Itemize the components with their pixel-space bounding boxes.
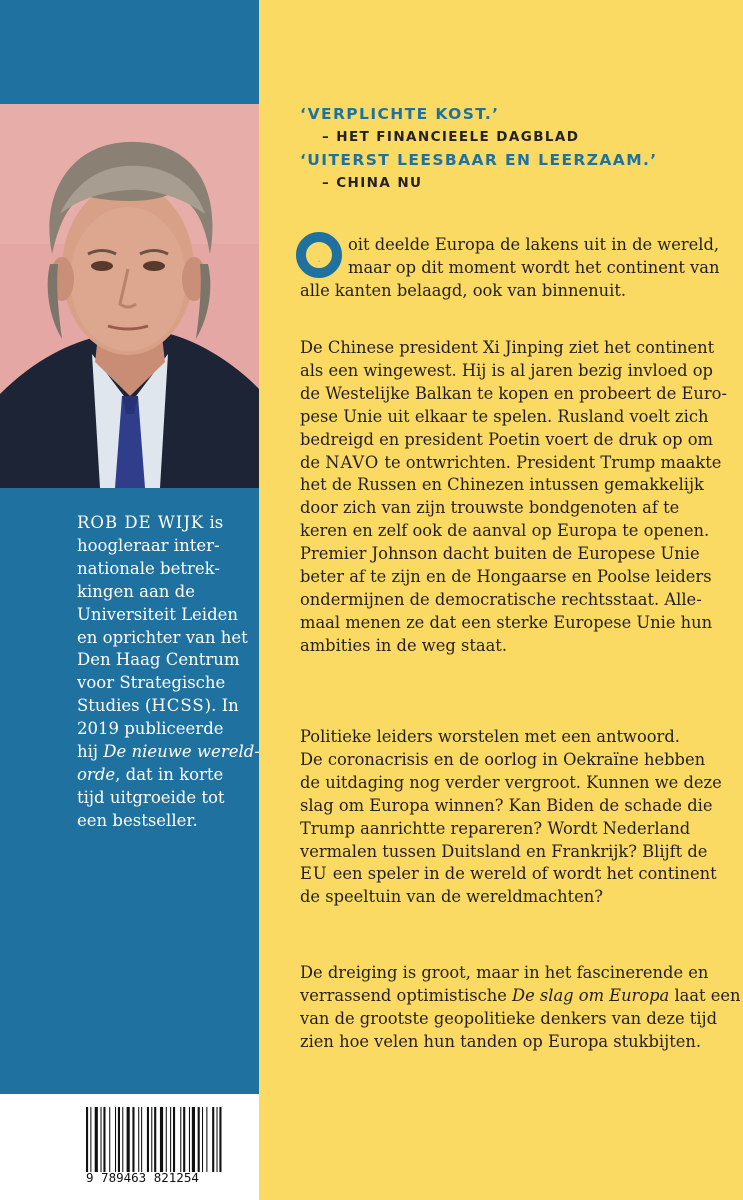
- bio-line: een bestseller.: [77, 810, 198, 830]
- blurb-paragraph-1: oit deelde Europa de lakens uit in de wereld, maar op dit moment wordt het continent van: [348, 235, 720, 277]
- barcode-bar: [202, 1107, 203, 1172]
- barcode-bar: [166, 1107, 167, 1172]
- bio-line: hoogleraar inter-: [77, 535, 220, 555]
- barcode-bar: [183, 1107, 185, 1172]
- review-quote: ‘VERPLICHTE KOST.’: [300, 105, 500, 123]
- bio-line: kingen aan de: [77, 581, 195, 601]
- barcode-bar: [170, 1107, 171, 1172]
- isbn-barcode: [86, 1107, 251, 1172]
- blurb-paragraph-1-end: alle kanten belaagd, ook van binnenuit.: [300, 281, 627, 300]
- bio-line: hij De nieuwe wereld-: [77, 742, 260, 762]
- barcode-bar: [173, 1107, 175, 1172]
- book-title: orde: [77, 764, 116, 784]
- barcode-bar: [198, 1107, 200, 1172]
- barcode-bar: [122, 1107, 123, 1172]
- barcode-bar: [86, 1107, 88, 1172]
- blurb-paragraph-4: De dreiging is groot, maar in het fascinerende en verrassend optimistische De slag om Europa laat een van de grootste geopolitieke denkers van deze tijd zien hoe velen hun tanden op Europa stukbijten.: [300, 963, 741, 1051]
- drop-cap: [296, 232, 342, 278]
- bio-line: en oprichter van het: [77, 627, 248, 647]
- bio-line: Studies (HCSS). In: [77, 696, 239, 716]
- isbn-digits: 9 789463 821254: [86, 1170, 199, 1185]
- barcode-bar: [151, 1107, 152, 1172]
- bio-line: Universiteit Leiden: [77, 604, 239, 624]
- review-source: – CHINA NU: [322, 175, 423, 191]
- barcode-bar: [103, 1107, 105, 1172]
- barcode-bar: [180, 1107, 181, 1172]
- barcode-bar: [115, 1107, 116, 1172]
- barcode-bar: [192, 1107, 195, 1172]
- barcode-bar: [206, 1107, 207, 1172]
- barcode-bar: [219, 1107, 221, 1172]
- barcode-bar: [138, 1107, 139, 1172]
- bio-line: Den Haag Centrum: [77, 650, 240, 670]
- bio-line: tijd uitgroeide tot: [77, 787, 225, 807]
- barcode-bar: [127, 1107, 130, 1172]
- barcode-bar: [189, 1107, 190, 1172]
- barcode-bar: [95, 1107, 98, 1172]
- author-name: ROB DE WIJK: [77, 513, 205, 532]
- review-quote: ‘UITERST LEESBAAR EN LEERZAAM.’: [300, 151, 658, 169]
- bio-line: nationale betrek-: [77, 558, 220, 578]
- barcode-bar: [147, 1107, 149, 1172]
- book-title: De slag om Europa: [512, 985, 670, 1005]
- barcode-bar: [101, 1107, 102, 1172]
- blurb-paragraph-3: Politieke leiders worstelen met een antwoord. De coronacrisis en de oorlog in Oekraïne hebben de uitdaging nog verder vergroot. Kunnen we deze slag om Europa winnen? Kan Biden de schade die Trump aanrichtte repareren? Wordt Nederland vermalen tussen Duitsland en Frankrijk? Blijft de EU een speler in de wereld of wordt het continent de speeltuin van de wereldmachten?: [300, 727, 722, 907]
- bio-line: 2019 publiceerde: [77, 719, 224, 739]
- barcode-bar: [118, 1107, 120, 1172]
- bio-line: orde, dat in korte: [77, 764, 224, 784]
- barcode-bar: [90, 1107, 91, 1172]
- blurb-paragraph-2: De Chinese president Xi Jinping ziet het continent als een wingewest. Hij is al jaren bezig invloed op de Westelijke Balkan te kopen en probeert de Euro- pese Unie uit elkaar te spelen. Rusland voelt zich bedreigd en president Poetin voert de druk op om de NAVO te ontwrichten. President Trump maakte het de Russen en Chinezen intussen gemakkelijk door zich van zijn trouwste bondgenoten af te keren en zelf ook de aanval op Europa te openen. Premier Johnson dacht buiten de Europese Unie beter af te zijn en de Hongaarse en Poolse leiders ondermijnen de democratische rechtsstaat. Alle- maal menen ze dat een sterke Europese Unie hun ambities in de weg staat.: [300, 338, 727, 655]
- barcode-bar: [160, 1107, 163, 1172]
- barcode-bar: [141, 1107, 142, 1172]
- barcode-bar: [212, 1107, 214, 1172]
- barcode-bar: [132, 1107, 134, 1172]
- svg-text:O: O: [318, 261, 320, 263]
- barcode-bar: [154, 1107, 156, 1172]
- barcode-bar: [109, 1107, 110, 1172]
- author-photo: [0, 104, 259, 488]
- barcode-bar: [217, 1107, 218, 1172]
- review-source: – HET FINANCIEELE DAGBLAD: [322, 129, 580, 145]
- author-bio: ROB DE WIJK is hoogleraar inter- nationale betrek- kingen aan de Universiteit Leiden en oprichter van het Den Haag Centrum voor Strategische Studies (HCSS). In 2019 publiceerde hij De nieuwe wereld- orde, dat in korte tijd uitgroeide tot een bestseller.: [77, 512, 257, 833]
- book-title: De nieuwe wereld-: [103, 742, 260, 762]
- review-quotes: [300, 103, 658, 195]
- bio-line: voor Strategische: [77, 673, 226, 693]
